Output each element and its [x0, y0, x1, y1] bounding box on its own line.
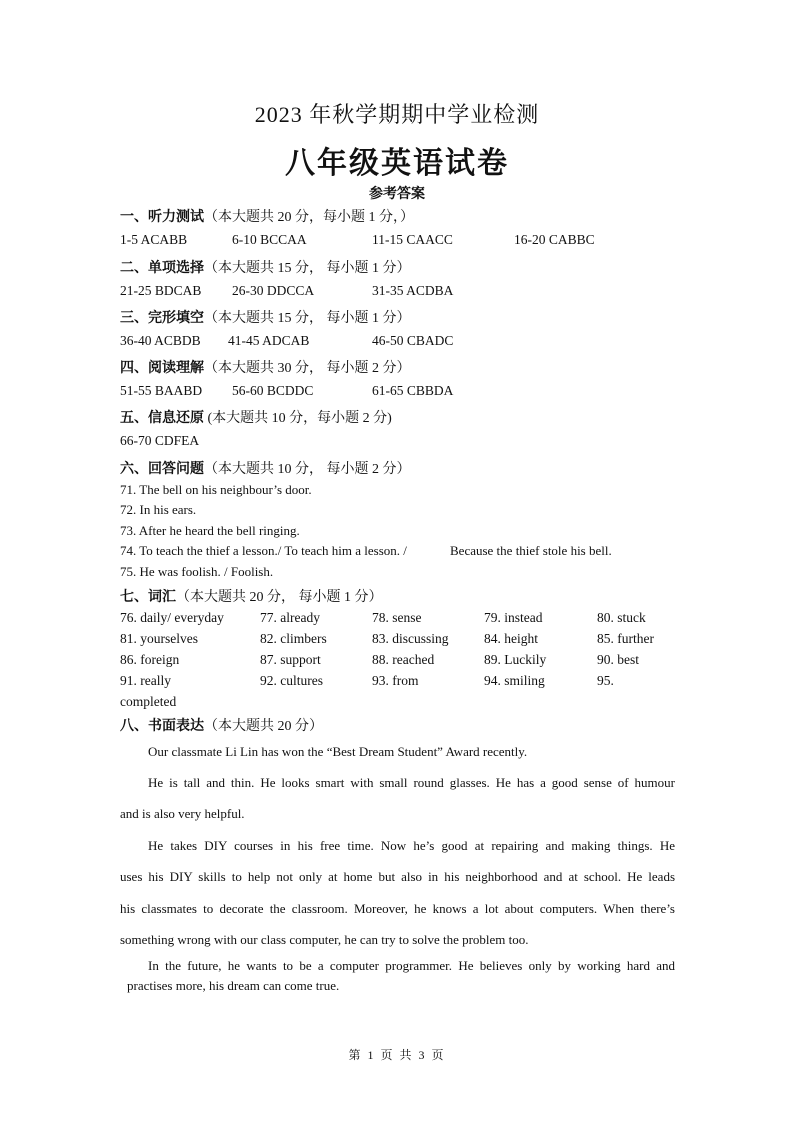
vocab-answer: 80. stuck: [597, 610, 646, 625]
essay-line: something wrong with our class computer, he can try to solve the problem too.: [120, 932, 529, 947]
answer-key-heading: 参考答案: [369, 187, 425, 202]
essay-line: He is tall and thin. He looks smart with small round glasses. He has a good sense of humour: [148, 775, 675, 790]
answer-group: 61-65 CBBDA: [372, 383, 454, 398]
answer-group: 31-35 ACDBA: [372, 283, 454, 298]
answer-group: 16-20 CABBC: [514, 232, 595, 247]
vocab-answer: 78. sense: [372, 610, 422, 625]
essay-paragraph-1: Our classmate Li Lin has won the “Best Dream Student” Award recently.: [148, 744, 528, 759]
essay-line: practises more, his dream can come true.: [127, 978, 340, 993]
answer-line: 74. To teach the thief a lesson./ To teach him a lesson. /: [120, 543, 407, 558]
essay-line: He takes DIY courses in his free time. Now he’s good at repairing and making things. He: [148, 838, 675, 853]
answer-line: 73. After he heard the bell ringing.: [120, 523, 300, 538]
vocab-answer-wrap: completed: [120, 694, 177, 709]
essay-line: uses his DIY skills to help not only at home but also in his neighborhood and at school. He leads: [120, 869, 675, 884]
vocab-answer: 92. cultures: [260, 673, 323, 688]
answer-line-alt: Because the thief stole his bell.: [450, 543, 612, 558]
section-heading-reading: 四、阅读理解（本大题共 30 分， 每小题 2 分）: [120, 361, 411, 376]
answer-line: 72. In his ears.: [120, 502, 197, 517]
section-heading-questions: 六、回答问题（本大题共 10 分， 每小题 2 分）: [120, 462, 411, 477]
section-heading-cloze: 三、完形填空（本大题共 15 分， 每小题 1 分）: [120, 311, 411, 326]
answer-group: 46-50 CBADC: [372, 333, 454, 348]
section-heading-listening: 一、听力测试（本大题共 20 分，每小题 1 分，）: [120, 210, 414, 225]
vocab-answer: 83. discussing: [372, 631, 449, 646]
answer-group: 36-40 ACBDB: [120, 333, 201, 348]
section-heading-single-choice: 二、单项选择（本大题共 15 分， 每小题 1 分）: [120, 261, 411, 276]
answer-group: 26-30 DDCCA: [232, 283, 315, 298]
answer-group: 1-5 ACABB: [120, 232, 188, 247]
answer-group: 51-55 BAABD: [120, 383, 203, 398]
essay-line: In the future, he wants to be a computer programmer. He believes only by working hard and: [148, 958, 675, 973]
vocab-answer: 76. daily/ everyday: [120, 610, 224, 625]
vocab-answer: 77. already: [260, 610, 320, 625]
section-heading-info: 五、信息还原 (本大题共 10 分，每小题 2 分): [120, 411, 392, 426]
answer-group: 41-45 ADCAB: [228, 333, 310, 348]
essay-line: his classmates to decorate the classroom. Moreover, he knows a lot about computers. When there’s: [120, 901, 675, 916]
answer-group: 6-10 BCCAA: [232, 232, 307, 247]
answer-line: 71. The bell on his neighbour’s door.: [120, 482, 312, 497]
answer-group: 11-15 CAACC: [372, 232, 453, 247]
vocab-answer: 91. really: [120, 673, 171, 688]
vocab-answer: 79. instead: [484, 610, 543, 625]
vocab-answer: 90. best: [597, 652, 639, 667]
section-heading-vocab: 七、词汇（本大题共 20 分， 每小题 1 分）: [120, 590, 383, 605]
vocab-answer: 93. from: [372, 673, 419, 688]
answer-group: 66-70 CDFEA: [120, 433, 200, 448]
answer-line: 75. He was foolish. / Foolish.: [120, 564, 274, 579]
vocab-answer: 81. yourselves: [120, 631, 198, 646]
vocab-answer: 82. climbers: [260, 631, 327, 646]
vocab-answer: 95.: [597, 673, 614, 688]
vocab-answer: 84. height: [484, 631, 538, 646]
essay-line: and is also very helpful.: [120, 806, 245, 821]
vocab-answer: 94. smiling: [484, 673, 545, 688]
answer-group: 21-25 BDCAB: [120, 283, 202, 298]
exam-title-line1: 2023 年秋学期期中学业检测: [254, 102, 540, 127]
exam-title-line2: 八年级英语试卷: [285, 147, 509, 180]
vocab-answer: 88. reached: [372, 652, 435, 667]
vocab-answer: 89. Luckily: [484, 652, 547, 667]
vocab-answer: 86. foreign: [120, 652, 180, 667]
vocab-answer: 87. support: [260, 652, 321, 667]
vocab-answer: 85. further: [597, 631, 654, 646]
section-heading-writing: 八、书面表达（本大题共 20 分）: [120, 719, 323, 734]
answer-group: 56-60 BCDDC: [232, 383, 314, 398]
page-number: 第 1 页 共 3 页: [348, 1048, 446, 1062]
